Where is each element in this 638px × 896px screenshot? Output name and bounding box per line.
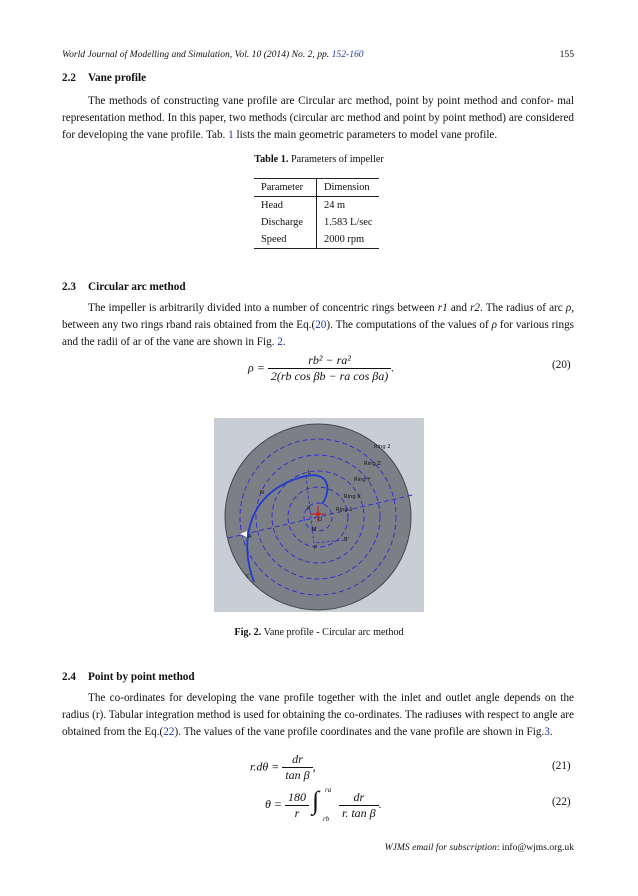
page-footer [350,842,574,853]
eq-22-ref-link[interactable]: 22 [163,726,175,739]
vane-profile-diagram [214,418,424,612]
page-number: 155 [559,49,574,60]
label-ring-1: Ring 1 [336,507,353,513]
label-point-p: P [314,545,318,551]
section-heading-2-3: 2.3 Circular arc method [62,281,186,293]
equation-21: r.dθ = $\frac{dr}{\text{tan β}}$ , [250,752,316,782]
table-1-ref-link[interactable]: 1 [228,129,234,142]
label-point-m: M [312,527,317,533]
label-point-o: O [318,517,323,523]
table-cell: 1.583 L/sec [324,217,373,228]
label-point-c: C [246,574,250,580]
paragraph-point-by-point: The co-ordinates for developing the vane profile together with the inlet and outlet angle depends on the radius (r). Tabular integration method is used for obtaining the co-ordinates. The radiuses with respect to angle are obtained from the Eq.(22). The values of the vane profile coordinates and the vane profile are shown in Fig.3. [62,692,574,739]
label-ring-z: Ring Z [364,461,381,467]
label-point-a: A [248,534,252,540]
label-point-n: N [260,490,264,496]
fig-3-ref-link[interactable]: 3 [544,726,550,739]
label-point-k: K [307,506,311,512]
eq-20-ref-link[interactable]: 20 [315,319,327,332]
table-cell: Head [254,197,317,215]
table-cell: Discharge [254,214,317,231]
table-cell: 2000 rpm [317,231,380,249]
label-point-l: L [308,470,311,476]
table-cell: 24 m [324,200,346,211]
table-header-cell: Dimension [317,179,380,197]
page-range-link[interactable]: 152-160 [331,49,364,60]
section-heading-2-2: 2.2 Vane profile [62,72,147,84]
paragraph-vane-profile: The methods of constructing vane profile are Circular arc method, point by point method and confor- mal representation method. In this paper, two methods (circular arc method and point by point method) are considered for developing the vane profile. Tab. 1 lists the main geometric parameters to model vane profile. [62,95,575,142]
equation-number-20: (20) [552,359,571,371]
equation-22: θ = $\frac{180}{r}$ ∫ ra rb $\frac{dr}{\text{r. tan β}}$ . [265,786,382,823]
table-row [254,214,379,231]
label-point-b: B' [344,537,349,543]
equation-number-21: (21) [552,760,571,772]
equation-20: ρ = $\frac{\text{rb² − ra²}}{\text{2(rb cos βb − ra cos βa)}}$ . [248,353,395,383]
footer-label: WJMS email for subscription [384,842,497,853]
footer-email[interactable]: : info@wjms.org.uk [496,842,574,853]
table-cell: Speed [254,231,317,249]
table-header-row [254,179,379,197]
label-ring-x: Ring X [344,494,361,500]
table-header-cell: Parameter [254,179,317,197]
figure-2-vane-profile [214,418,424,612]
fig-2-ref-link[interactable]: 2 [277,336,283,349]
section-heading-2-4: 2.4 Point by point method [62,671,195,683]
table-row [254,231,379,249]
table-row [254,197,379,215]
table-1-caption: Table 1. Parameters of impeller [254,154,384,165]
paragraph-circular-arc: The impeller is arbitrarily divided into a number of concentric rings between r1 and r2. The radius of arc ρ, between any two rings rband rais obtained from the Eq.(20). The computations of the values of ρ for various rings and the radii of ar of the vane are shown in Fig. 2. [62,302,575,349]
running-header [62,49,574,60]
parameters-table [254,178,379,249]
equation-number-22: (22) [552,796,571,808]
label-ring-2: Ring 2 [374,444,391,450]
label-ring-y: Ring Y [354,477,371,483]
figure-2-caption: Fig. 2. Vane profile - Circular arc method [234,627,404,638]
integral-sign: ∫ ra rb [312,786,332,823]
journal-citation: World Journal of Modelling and Simulation, Vol. 10 (2014) No. 2, pp. [62,49,330,60]
